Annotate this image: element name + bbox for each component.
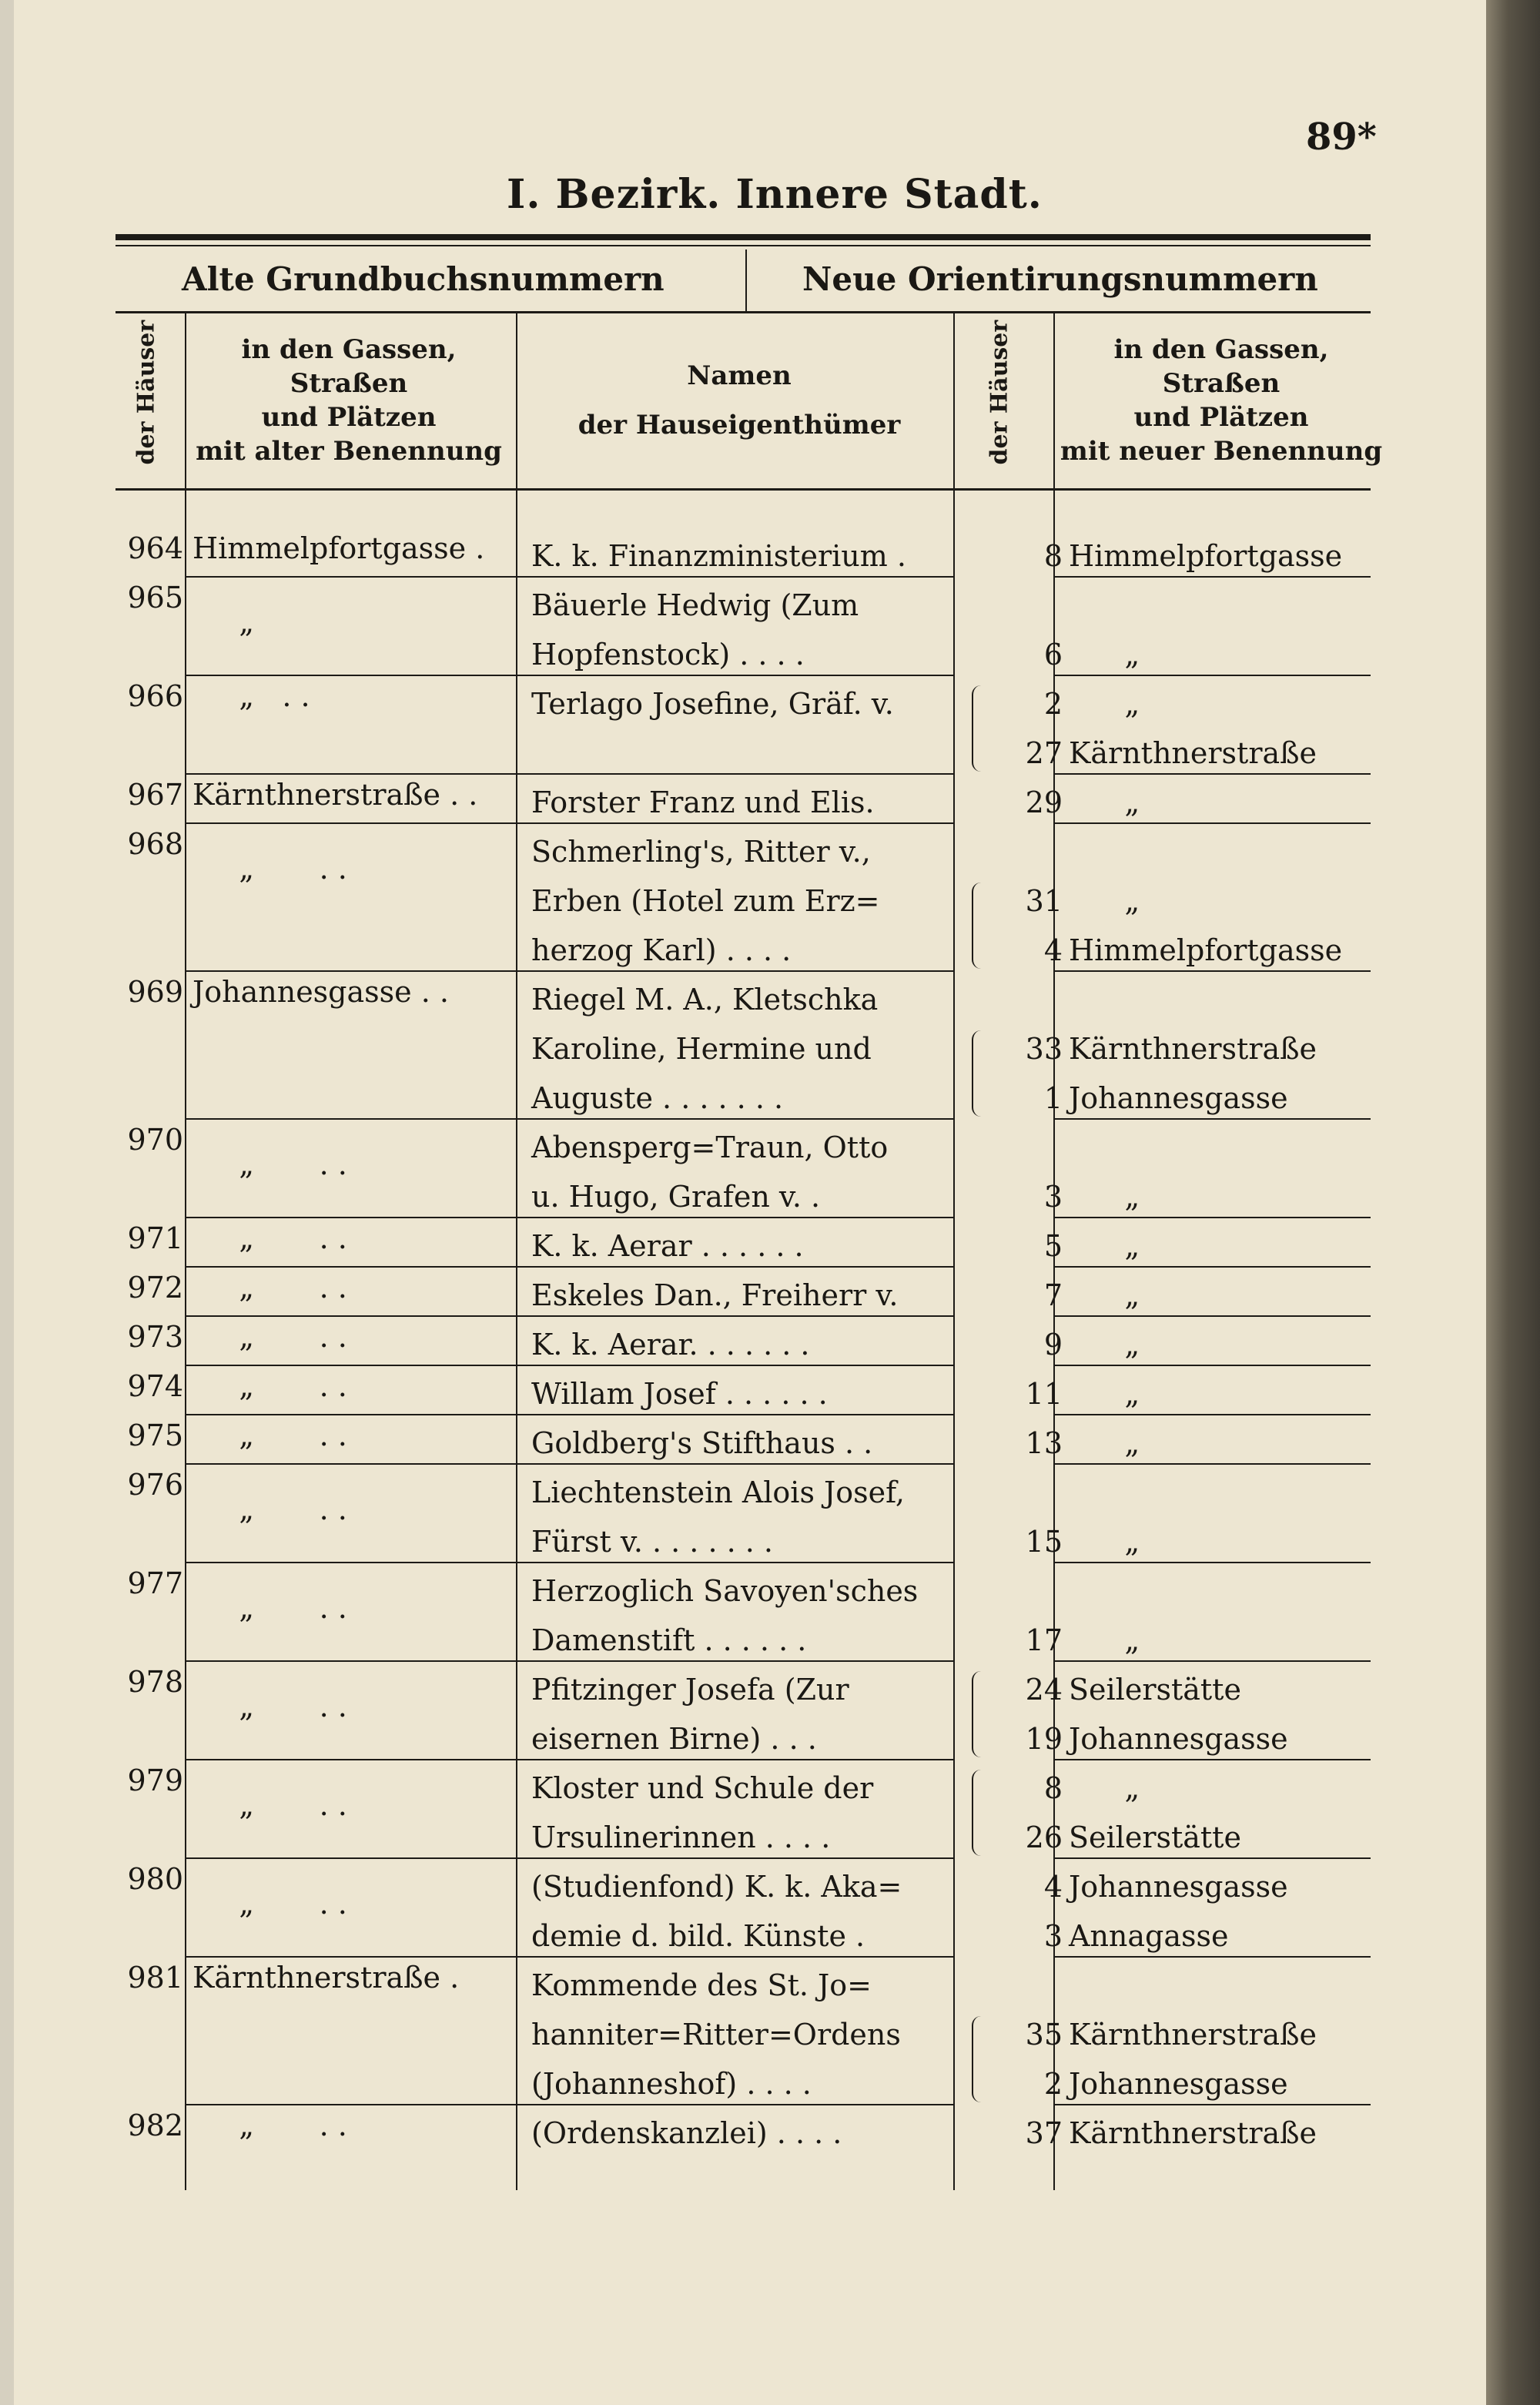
row-separator [1055, 2104, 1371, 2105]
brace-mark [972, 1030, 981, 1117]
old-house-number: 975 [127, 1419, 183, 1452]
old-street-name: „ . . [192, 852, 347, 886]
old-street-name: Kärnthnerstraße . . [192, 778, 478, 812]
old-house-number: 982 [127, 2109, 183, 2142]
row-separator [186, 1857, 516, 1859]
table-row [116, 1862, 1371, 1961]
table-row [116, 1320, 1371, 1369]
new-house-numbers: 29 [1025, 785, 1063, 819]
top-rule-thick [116, 234, 1371, 240]
new-street-names: Himmelpfortgasse [1069, 539, 1343, 573]
table-row [116, 975, 1371, 1123]
old-street-name: „ . . [192, 1147, 347, 1181]
old-house-number: 970 [127, 1123, 183, 1157]
brace-mark [972, 883, 981, 969]
old-house-number: 974 [127, 1369, 183, 1403]
row-separator [517, 1217, 953, 1218]
row-separator [186, 1118, 516, 1120]
new-house-numbers: 24 19 [1025, 1673, 1063, 1756]
page-number: 89* [1306, 116, 1377, 159]
table-row [116, 1665, 1371, 1764]
row-separator [186, 1562, 516, 1563]
old-street-name: „ . . [192, 1492, 347, 1526]
old-street-name: „ . . [192, 1419, 347, 1452]
old-street-name: „ . . [192, 1591, 347, 1625]
old-house-number: 978 [127, 1665, 183, 1699]
new-house-numbers: 5 [1043, 1229, 1063, 1263]
row-separator [186, 773, 516, 775]
owner-name: K. k. Aerar. . . . . . . [531, 1328, 810, 1362]
new-street-names: „ [1069, 1278, 1140, 1312]
row-separator [186, 970, 516, 972]
old-house-number: 979 [127, 1764, 183, 1797]
old-street-name: „ . . [192, 1369, 347, 1403]
header-owners: Namen der Hauseigenthümer [578, 360, 901, 440]
new-street-names: „ [1069, 1525, 1140, 1559]
brace-mark [972, 1770, 981, 1856]
table-row [116, 1566, 1371, 1665]
old-street-name: „ . . [192, 1887, 347, 1921]
old-street-name: „ . . [192, 2109, 347, 2142]
row-separator [517, 1118, 953, 1120]
row-separator [186, 1759, 516, 1760]
old-house-number: 976 [127, 1468, 183, 1502]
table-row [116, 1419, 1371, 1468]
old-house-number: 968 [127, 827, 183, 861]
column-header-rule [116, 488, 1371, 491]
row-separator [1055, 1857, 1371, 1859]
row-separator [186, 576, 516, 578]
row-separator [1055, 1217, 1371, 1218]
owner-name: Eskeles Dan., Freiherr v. [531, 1278, 899, 1312]
owner-name: K. k. Finanzministerium . [531, 539, 906, 573]
table-row [116, 531, 1371, 581]
new-house-numbers: 3 [1043, 1180, 1063, 1214]
new-house-numbers: 6 [1043, 638, 1063, 672]
old-house-number: 964 [127, 531, 183, 565]
row-separator [1055, 1315, 1371, 1317]
table-row [116, 1123, 1371, 1221]
owner-name: Kommende des St. Jo= hanniter=Ritter=Ordens (Johanneshof) . . . . [531, 1968, 901, 2101]
new-street-names: „ [1069, 638, 1140, 672]
old-street-name: „ . . [192, 1788, 347, 1822]
row-separator [1055, 1562, 1371, 1563]
new-house-numbers: 13 [1025, 1426, 1063, 1460]
new-house-numbers: 9 [1043, 1328, 1063, 1362]
row-separator [1055, 773, 1371, 775]
new-street-names: „ [1069, 1328, 1140, 1362]
header-new-houses: der Häuser [986, 320, 1013, 465]
new-street-names: Kärnthnerstraße [1069, 2116, 1317, 2150]
new-street-names: Johannesgasse Annagasse [1069, 1870, 1288, 1953]
old-house-number: 972 [127, 1271, 183, 1305]
owner-name: Schmerling's, Ritter v., Erben (Hotel zum Erz= herzog Karl) . . . . [531, 835, 880, 967]
row-separator [186, 1315, 516, 1317]
row-separator [517, 1562, 953, 1563]
owner-name: Forster Franz und Elis. [531, 785, 875, 819]
header-new-streets: in den Gassen, Straßen und Plätzen mit neuer Benennung [1060, 334, 1383, 467]
owner-name: Abensperg=Traun, Otto u. Hugo, Grafen v. . [531, 1130, 889, 1214]
old-house-number: 971 [127, 1221, 183, 1255]
row-separator [1055, 970, 1371, 972]
top-rule-thin [116, 245, 1371, 246]
row-separator [186, 1266, 516, 1268]
new-house-numbers: 31 4 [1025, 884, 1063, 967]
old-house-number: 967 [127, 778, 183, 812]
row-separator [1055, 1956, 1371, 1958]
header-old-streets: in den Gassen, Straßen und Plätzen mit alter Benennung [196, 334, 502, 467]
old-street-name: „ . . [192, 1271, 347, 1305]
group-header-old: Alte Grundbuchsnummern [182, 260, 665, 298]
old-house-number: 965 [127, 581, 183, 615]
row-separator [1055, 1266, 1371, 1268]
table-row [116, 827, 1371, 975]
owner-name: Kloster und Schule der Ursulinerinnen . . . . [531, 1771, 874, 1854]
table-row [116, 1961, 1371, 2109]
owner-name: Terlago Josefine, Gräf. v. [531, 687, 894, 721]
row-separator [1055, 1463, 1371, 1465]
new-street-names: Kärnthnerstraße Johannesgasse [1069, 2018, 1317, 2101]
new-street-names: „ [1069, 1229, 1140, 1263]
row-separator [517, 1857, 953, 1859]
row-separator [517, 2104, 953, 2105]
old-house-number: 969 [127, 975, 183, 1009]
row-separator [186, 675, 516, 676]
old-house-number: 973 [127, 1320, 183, 1354]
row-separator [186, 2104, 516, 2105]
brace-mark [972, 2016, 981, 2102]
old-street-name: Himmelpfortgasse . [192, 531, 485, 565]
brace-mark [972, 685, 981, 772]
row-separator [517, 1315, 953, 1317]
old-street-name: „ . . [192, 1320, 347, 1354]
brace-mark [972, 1671, 981, 1757]
row-separator [517, 1956, 953, 1958]
owner-name: Goldberg's Stifthaus . . [531, 1426, 873, 1460]
row-separator [186, 1217, 516, 1218]
table-row [116, 679, 1371, 778]
row-separator [517, 773, 953, 775]
new-street-names: „ [1069, 1377, 1140, 1411]
group-divider [745, 250, 747, 311]
table-row [116, 778, 1371, 827]
header-old-houses: der Häuser [132, 320, 160, 465]
row-separator [1055, 822, 1371, 824]
owner-name: Liechtenstein Alois Josef, Fürst v. . . . . . . . [531, 1475, 905, 1559]
row-separator [186, 1365, 516, 1366]
old-street-name: „ . . [192, 1690, 347, 1723]
owner-name: (Studienfond) K. k. Aka= demie d. bild. Künste . [531, 1870, 902, 1953]
new-street-names: „ [1069, 1623, 1140, 1657]
old-house-number: 977 [127, 1566, 183, 1600]
row-separator [1055, 675, 1371, 676]
row-separator [517, 1365, 953, 1366]
row-separator [186, 822, 516, 824]
row-separator [517, 576, 953, 578]
row-separator [1055, 1118, 1371, 1120]
new-street-names: „ Himmelpfortgasse [1069, 884, 1343, 967]
row-separator [517, 675, 953, 676]
row-separator [517, 1463, 953, 1465]
group-header-rule [116, 311, 1371, 313]
book-spine [1486, 0, 1540, 2405]
row-separator [186, 1463, 516, 1465]
row-separator [517, 1660, 953, 1662]
new-house-numbers: 2 27 [1025, 687, 1063, 770]
new-street-names: „ Seilerstätte [1069, 1771, 1241, 1854]
row-separator [186, 1956, 516, 1958]
table-row [116, 1468, 1371, 1566]
old-street-name: Kärnthnerstraße . [192, 1961, 460, 1995]
owner-name: Riegel M. A., Kletschka Karoline, Hermine und Auguste . . . . . . . [531, 983, 879, 1115]
new-house-numbers: 15 [1025, 1525, 1063, 1559]
row-separator [517, 970, 953, 972]
old-house-number: 980 [127, 1862, 183, 1896]
group-header-new: Neue Orientirungsnummern [802, 260, 1318, 298]
row-separator [1055, 1660, 1371, 1662]
new-street-names: Seilerstätte Johannesgasse [1069, 1673, 1288, 1756]
old-street-name: „ . . [192, 1221, 347, 1255]
table-row [116, 1221, 1371, 1271]
new-house-numbers: 11 [1025, 1377, 1063, 1411]
page-left-edge [0, 0, 14, 2405]
old-street-name: „ [192, 605, 255, 639]
new-house-numbers: 8 [1043, 539, 1063, 573]
owner-name: Herzoglich Savoyen'sches Damenstift . . . . . . [531, 1574, 919, 1657]
new-house-numbers: 8 26 [1025, 1771, 1063, 1854]
row-separator [517, 1414, 953, 1415]
new-street-names: Kärnthnerstraße Johannesgasse [1069, 1032, 1317, 1115]
row-separator [517, 1759, 953, 1760]
old-street-name: Johannesgasse . . [192, 975, 449, 1009]
table-row [116, 1369, 1371, 1419]
row-separator [186, 1414, 516, 1415]
owner-name: Pfitzinger Josefa (Zur eisernen Birne) . . . [531, 1673, 849, 1756]
new-house-numbers: 7 [1043, 1278, 1063, 1312]
old-house-number: 966 [127, 679, 183, 713]
row-separator [1055, 1365, 1371, 1366]
old-house-number: 981 [127, 1961, 183, 1995]
owner-name: (Ordenskanzlei) . . . . [531, 2116, 842, 2150]
new-street-names: „ [1069, 1180, 1140, 1214]
old-street-name: „ . . [192, 679, 310, 713]
owner-name: Willam Josef . . . . . . [531, 1377, 828, 1411]
new-house-numbers: 17 [1025, 1623, 1063, 1657]
table-row [116, 1764, 1371, 1862]
new-street-names: „ [1069, 785, 1140, 819]
table-row [116, 581, 1371, 679]
row-separator [186, 1660, 516, 1662]
row-separator [517, 1266, 953, 1268]
row-separator [1055, 576, 1371, 578]
row-separator [1055, 1414, 1371, 1415]
owner-name: K. k. Aerar . . . . . . [531, 1229, 804, 1263]
table-row [116, 1271, 1371, 1320]
new-street-names: „ [1069, 1426, 1140, 1460]
owner-name: Bäuerle Hedwig (Zum Hopfenstock) . . . . [531, 588, 859, 672]
row-separator [517, 822, 953, 824]
new-house-numbers: 4 3 [1043, 1870, 1063, 1953]
page-title: I. Bezirk. Innere Stadt. [507, 171, 1043, 218]
new-house-numbers: 35 2 [1025, 2018, 1063, 2101]
new-house-numbers: 37 [1025, 2116, 1063, 2150]
new-street-names: „ Kärnthnerstraße [1069, 687, 1317, 770]
table-row [116, 2109, 1371, 2158]
row-separator [1055, 1759, 1371, 1760]
new-house-numbers: 33 1 [1025, 1032, 1063, 1115]
